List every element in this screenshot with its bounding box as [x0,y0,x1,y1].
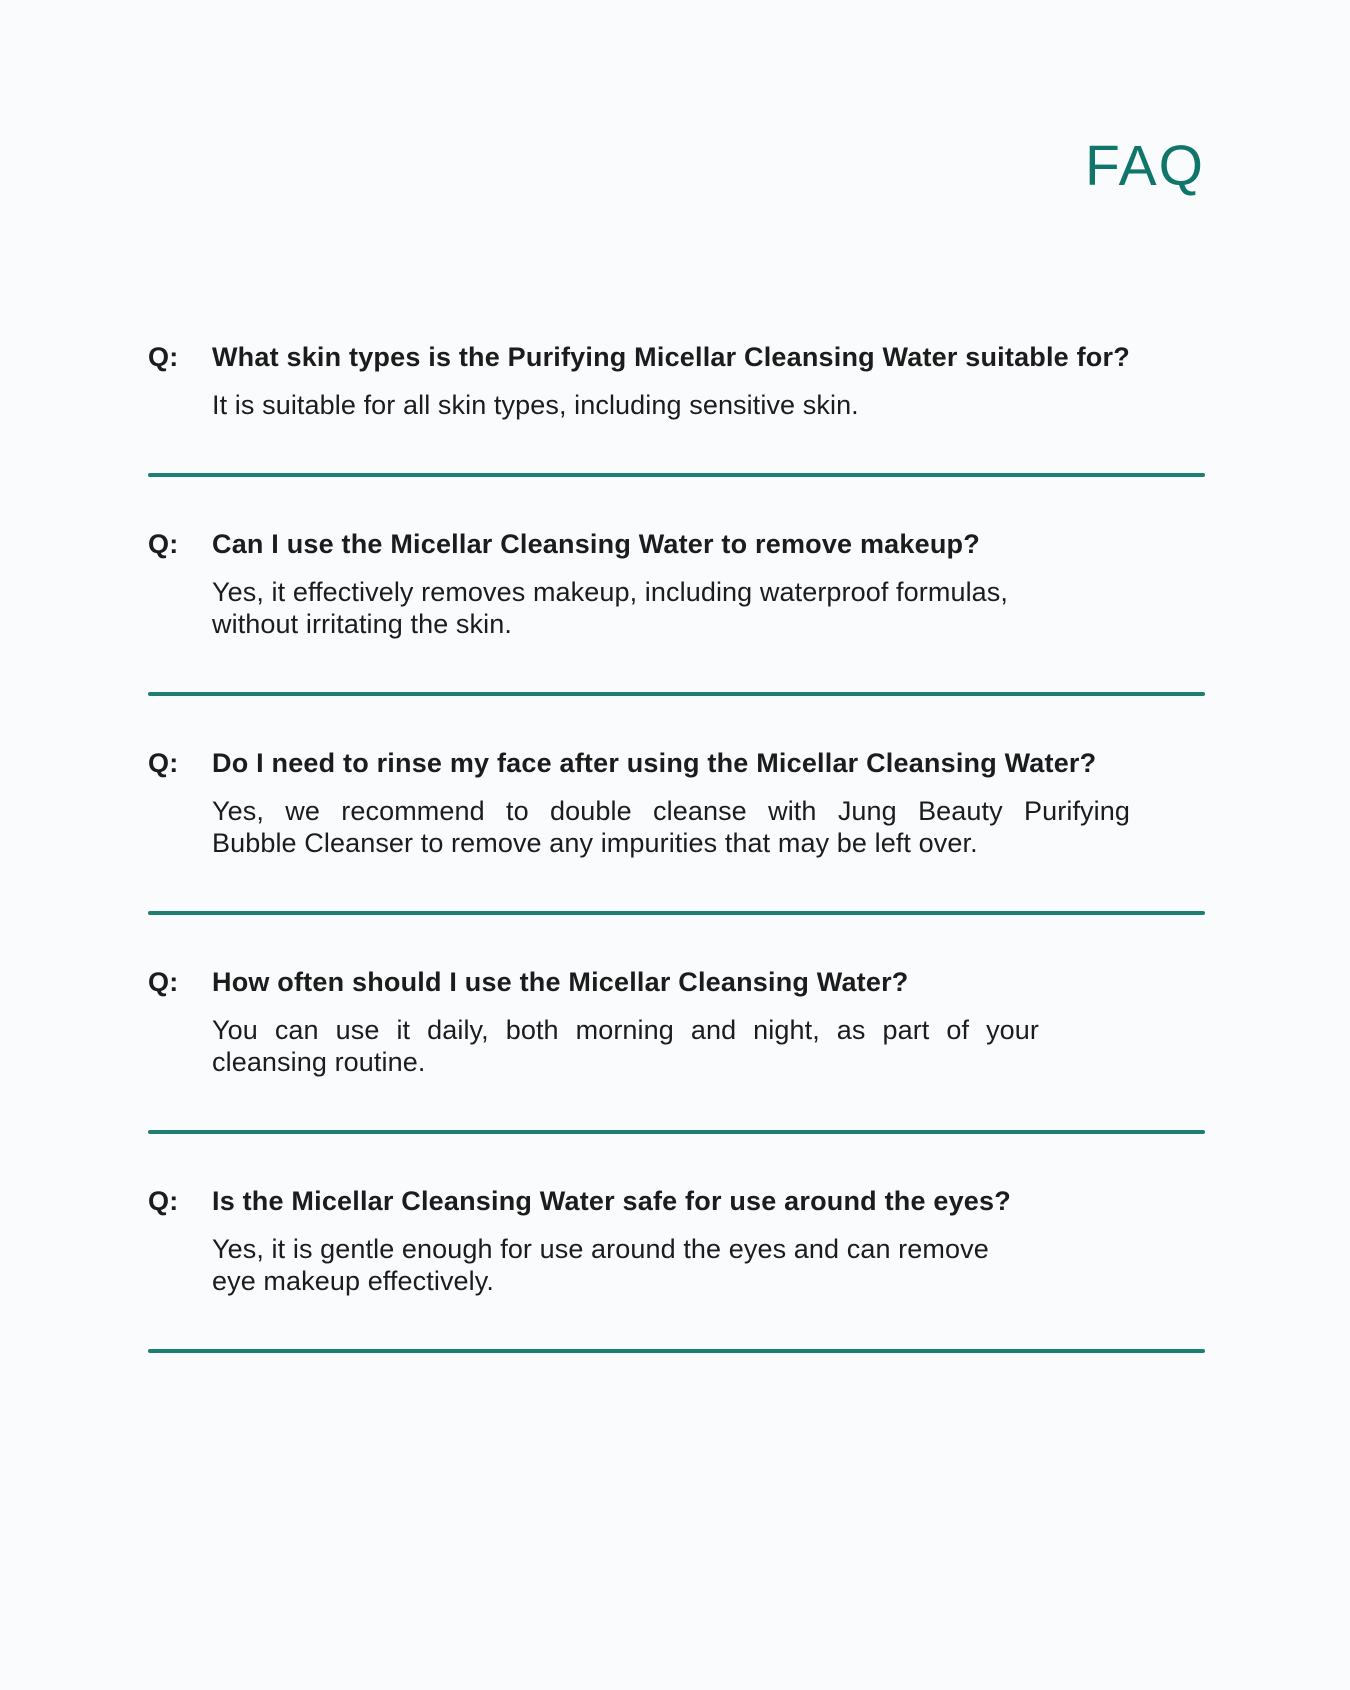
question-row [148,527,1205,561]
question-row [148,1184,1205,1218]
answer-line: It is suitable for all skin types, including sensitive skin. [212,390,859,420]
question-label: Q: [148,342,179,372]
section-divider [148,1130,1205,1134]
section-divider [148,473,1205,477]
section-divider [148,692,1205,696]
question-row [148,965,1205,999]
qa-item [148,746,1205,915]
answer-text [212,576,1205,640]
answer-text [212,389,1205,421]
answer-text [212,1233,1205,1297]
section-divider [148,911,1205,915]
question-label: Q: [148,1186,179,1216]
question-text: What skin types is the Purifying Micellar Cleansing Water suitable for? [212,342,1130,372]
question-label: Q: [148,529,179,559]
answer-text [212,795,1205,859]
question-text: Can I use the Micellar Cleansing Water to remove makeup? [212,529,980,559]
question-text: How often should I use the Micellar Cleansing Water? [212,967,909,997]
answer-text [212,1014,1205,1078]
question-label: Q: [148,748,179,778]
answer-line: cleansing routine. [212,1047,426,1077]
faq-list [148,340,1205,1353]
answer-line: eye makeup effectively. [212,1266,494,1296]
section-divider [148,1349,1205,1353]
qa-item [148,1184,1205,1353]
answer-line: Bubble Cleanser to remove any impurities that may be left over. [212,828,978,858]
question-row [148,746,1205,780]
answer-line: without irritating the skin. [212,609,512,639]
answer-line: Yes, we recommend to double cleanse with Jung Beauty Purifying [212,796,1130,826]
question-text: Do I need to rinse my face after using the Micellar Cleansing Water? [212,748,1097,778]
question-text: Is the Micellar Cleansing Water safe for use around the eyes? [212,1186,1011,1216]
answer-line: You can use it daily, both morning and night, as part of your [212,1015,1039,1045]
qa-item [148,965,1205,1134]
question-row [148,340,1205,374]
content-column [0,134,1350,1353]
page-title: FAQ [1084,134,1205,198]
question-label: Q: [148,967,179,997]
answer-line: Yes, it effectively removes makeup, including waterproof formulas, [212,577,1008,607]
qa-item [148,527,1205,696]
answer-line: Yes, it is gentle enough for use around the eyes and can remove [212,1234,989,1264]
qa-item [148,340,1205,477]
